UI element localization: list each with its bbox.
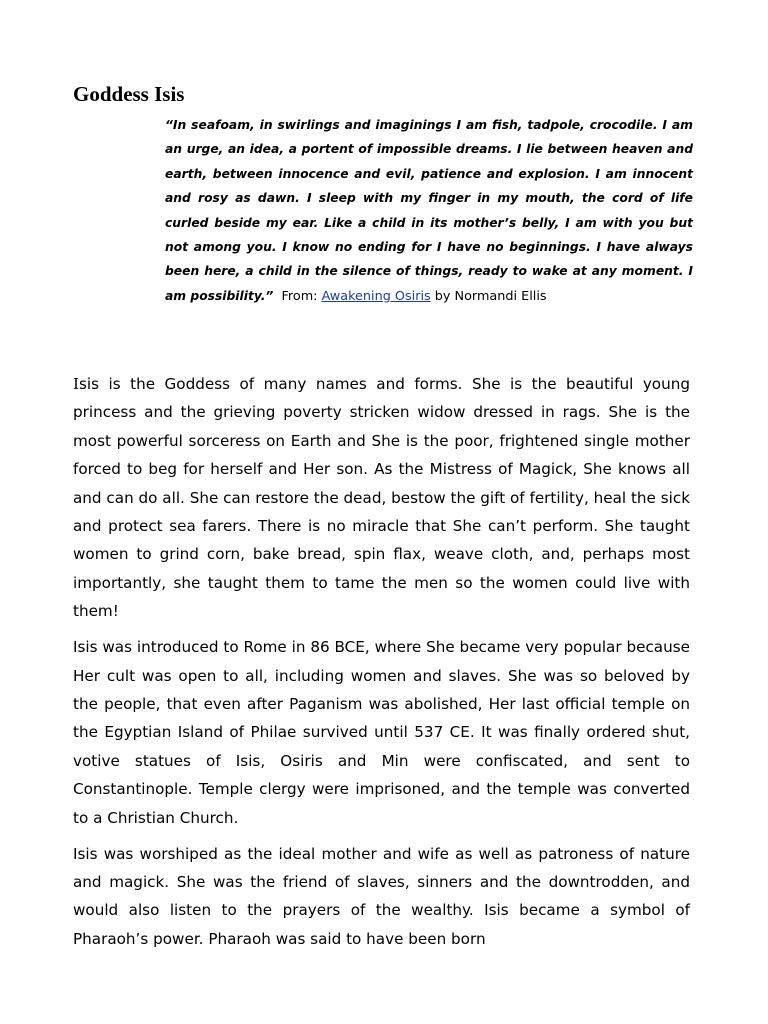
body-text bbox=[73, 370, 690, 961]
paragraph-initial: I bbox=[73, 375, 79, 393]
source-title-link[interactable]: Awakening Osiris bbox=[321, 288, 431, 304]
epigraph-quote bbox=[165, 113, 693, 309]
document-title: Goddess Isis bbox=[73, 82, 185, 106]
epigraph-text: “In seafoam, in swirlings and imaginings I am fish, tadpole, crocodile. I am an urge, an idea, a portent of impossible dreams. I lie between heaven and earth, between innocence and evil, patience and explosion. I am innocent and rosy as dawn. I sleep with my finger in my mouth, the cord of life curled beside my ear. Like a child in its mother’s belly, I am with you but not among you. I know no ending for I have no beginnings. I have always been here, a child in the silence of things, ready to wake at any moment. I am possibility.” bbox=[165, 118, 693, 303]
epigraph-source bbox=[273, 289, 546, 304]
paragraph: Isis was introduced to Rome in 86 BCE, where She became very popular because Her cult was open to all, including women and slaves. She was so beloved by the people, that even after Paganism was abolished, Her last official temple on the Egyptian Island of Philae survived until 537 CE. It was finally ordered shut, votive statues of Isis, Osiris and Min were confiscated, and sent to Constantinople. Temple clergy were imprisoned, and the temple was converted to a Christian Church. bbox=[73, 638, 690, 827]
source-prefix: From: bbox=[281, 288, 318, 304]
paragraph bbox=[73, 370, 690, 626]
paragraph-text: sis is the Goddess of many names and forms. She is the beautiful young princess and the grieving poverty stricken widow dressed in rags. She is the most powerful sorceress on Earth and She is the poor, frightened single mother forced to beg for herself and Her son. As the Mistress of Magick, She knows all and can do all. She can restore the dead, bestow the gift of fertility, heal the sick and protect sea farers. There is no miracle that She can’t perform. She taught women to grind corn, bake bread, spin flax, weave cloth, and, perhaps most importantly, she taught them to tame the men so the women could live with them! bbox=[73, 375, 690, 621]
source-author: by Normandi Ellis bbox=[434, 288, 547, 304]
paragraph: Isis was worshiped as the ideal mother and wife as well as patroness of nature and magick. She was the friend of slaves, sinners and the downtrodden, and would also listen to the prayers of the wealthy. Isis became a symbol of Pharaoh’s power. Pharaoh was said to have been born bbox=[73, 844, 690, 948]
